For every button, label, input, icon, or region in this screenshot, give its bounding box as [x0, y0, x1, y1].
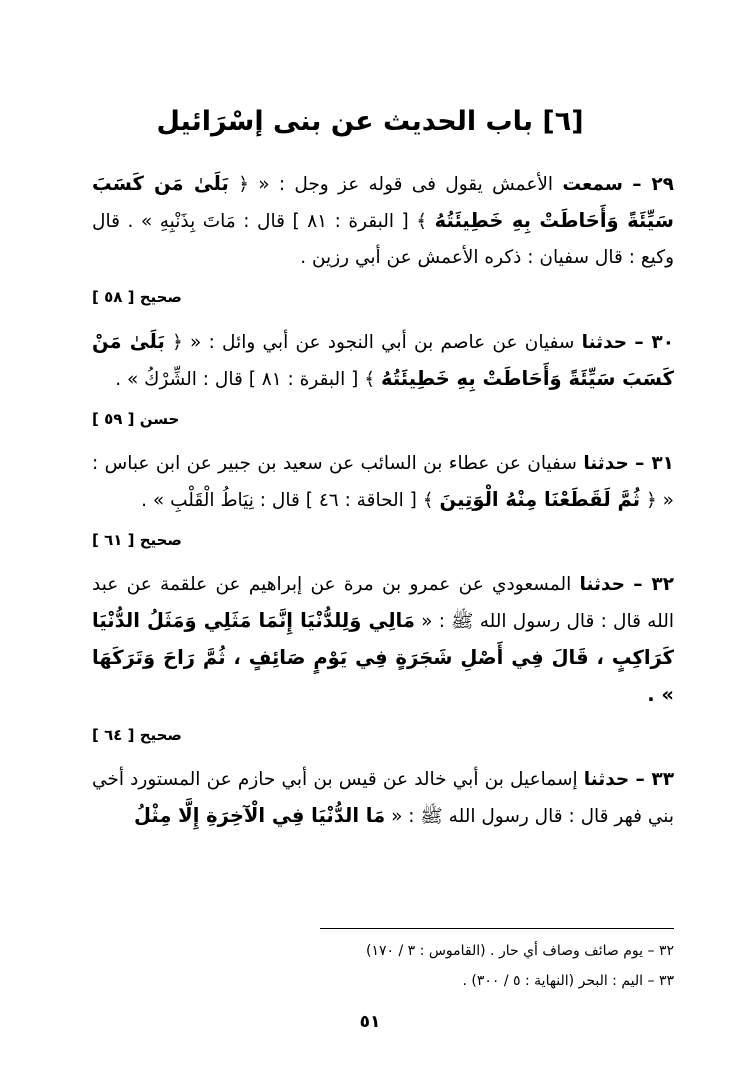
hadith-30	[92, 324, 674, 398]
page-body	[92, 166, 674, 835]
hadith-lead: حدثنا	[583, 769, 630, 790]
hadith-text-after: ﴾ [ البقرة : ٨١ ] قال : الشِّرْكُ » .	[115, 369, 376, 390]
hadith-grade: حسن [ ٥٩ ]	[92, 410, 180, 428]
hadith-31	[92, 446, 674, 519]
hadith-33	[92, 762, 674, 835]
hadith-lead: حدثنا	[581, 332, 628, 353]
hadith-number: ٣١ –	[635, 453, 674, 474]
footnote-33: ٣٣ – اليم : البحر (النهاية : ٥ / ٣٠٠) .	[462, 973, 674, 989]
prophetic-quote: مَا الدُّنْيَا فِي الْآخِرَةِ إِلَّا مِثْلُ	[133, 804, 386, 827]
quran-quote: ثُمَّ لَقَطَعْنَا مِنْهُ الْوَتِينَ	[439, 488, 641, 511]
hadith-lead: حدثنا	[583, 453, 629, 474]
quran-quote: بَلَىٰ مَنْ كَسَبَ سَيِّئَةً وَأَحَاطَتْ بِهِ خَطِيئَتُهُ	[92, 330, 674, 390]
footnote-32: ٣٢ – يوم صائف وصاف أي حار . (القاموس : ٣ / ١٧٠)	[366, 943, 674, 959]
hadith-number: ٣٠ –	[634, 332, 674, 353]
hadith-lead: سمعت	[562, 174, 623, 195]
hadith-grade: صحيح [ ٦٤ ]	[92, 726, 182, 744]
hadith-lead: حدثنا	[579, 574, 625, 595]
page-number: ٥١	[359, 1012, 381, 1032]
hadith-number: ٢٩ –	[632, 174, 674, 195]
hadith-text: سفيان عن عطاء بن السائب عن سعيد بن جبير عن ابن عباس : « ﴿	[92, 453, 674, 511]
hadith-32	[92, 567, 674, 714]
footnotes	[92, 936, 674, 996]
hadith-text: الأعمش يقول فى قوله عز وجل : « ﴿	[238, 174, 554, 195]
quran-quote: بَلَىٰ مَن كَسَبَ سَيِّئَةً وَأَحَاطَتْ بِهِ خَطِيئَتُهُ	[92, 172, 674, 232]
prophetic-quote-cont: كَرَاكِبٍ ، قَالَ فِي أَصْلِ شَجَرَةٍ فِي يَوْمٍ صَائِفٍ ، ثُمَّ رَاحَ وَتَرَكَهَا » .	[92, 646, 674, 706]
hadith-text: إسماعيل بن أبي خالد عن قيس بن أبي حازم عن المستورد أخي بني فهر قال : قال رسول الله ﷺ : «	[92, 769, 674, 827]
hadith-text: المسعودي عن عمرو بن مرة عن إبراهيم عن علقمة عن عبد الله قال : قال رسول الله ﷺ : «	[92, 574, 675, 632]
hadith-text-after: ﴾ [ الحاقة : ٤٦ ] قال : نِيَاطُ الْقَلْبِ » .	[141, 490, 434, 511]
hadith-text-after: ﴾ [ البقرة : ٨١ ] قال : مَاتَ بِذَنْبِهِ » . قال وكيع : قال سفيان : ذكره الأعمش عن أبي رزين .	[92, 211, 674, 268]
footnote-divider	[320, 928, 674, 929]
hadith-number: ٣٣ –	[635, 769, 674, 790]
hadith-grade: صحيح [ ٦١ ]	[92, 531, 182, 549]
hadith-number: ٣٢ –	[633, 574, 674, 595]
prophetic-quote: مَالِي وَلِلدُّنْيَا إِنَّمَا مَثَلِي وَمَثَلُ الدُّنْيَا	[92, 609, 415, 632]
hadith-29	[92, 166, 674, 276]
chapter-title: [٦] باب الحديث عن بنى إسْرَائيل	[156, 106, 584, 137]
hadith-text: سفيان عن عاصم بن أبي النجود عن أبي وائل : « ﴿	[172, 332, 575, 353]
hadith-grade: صحيح [ ٥٨ ]	[92, 288, 182, 306]
